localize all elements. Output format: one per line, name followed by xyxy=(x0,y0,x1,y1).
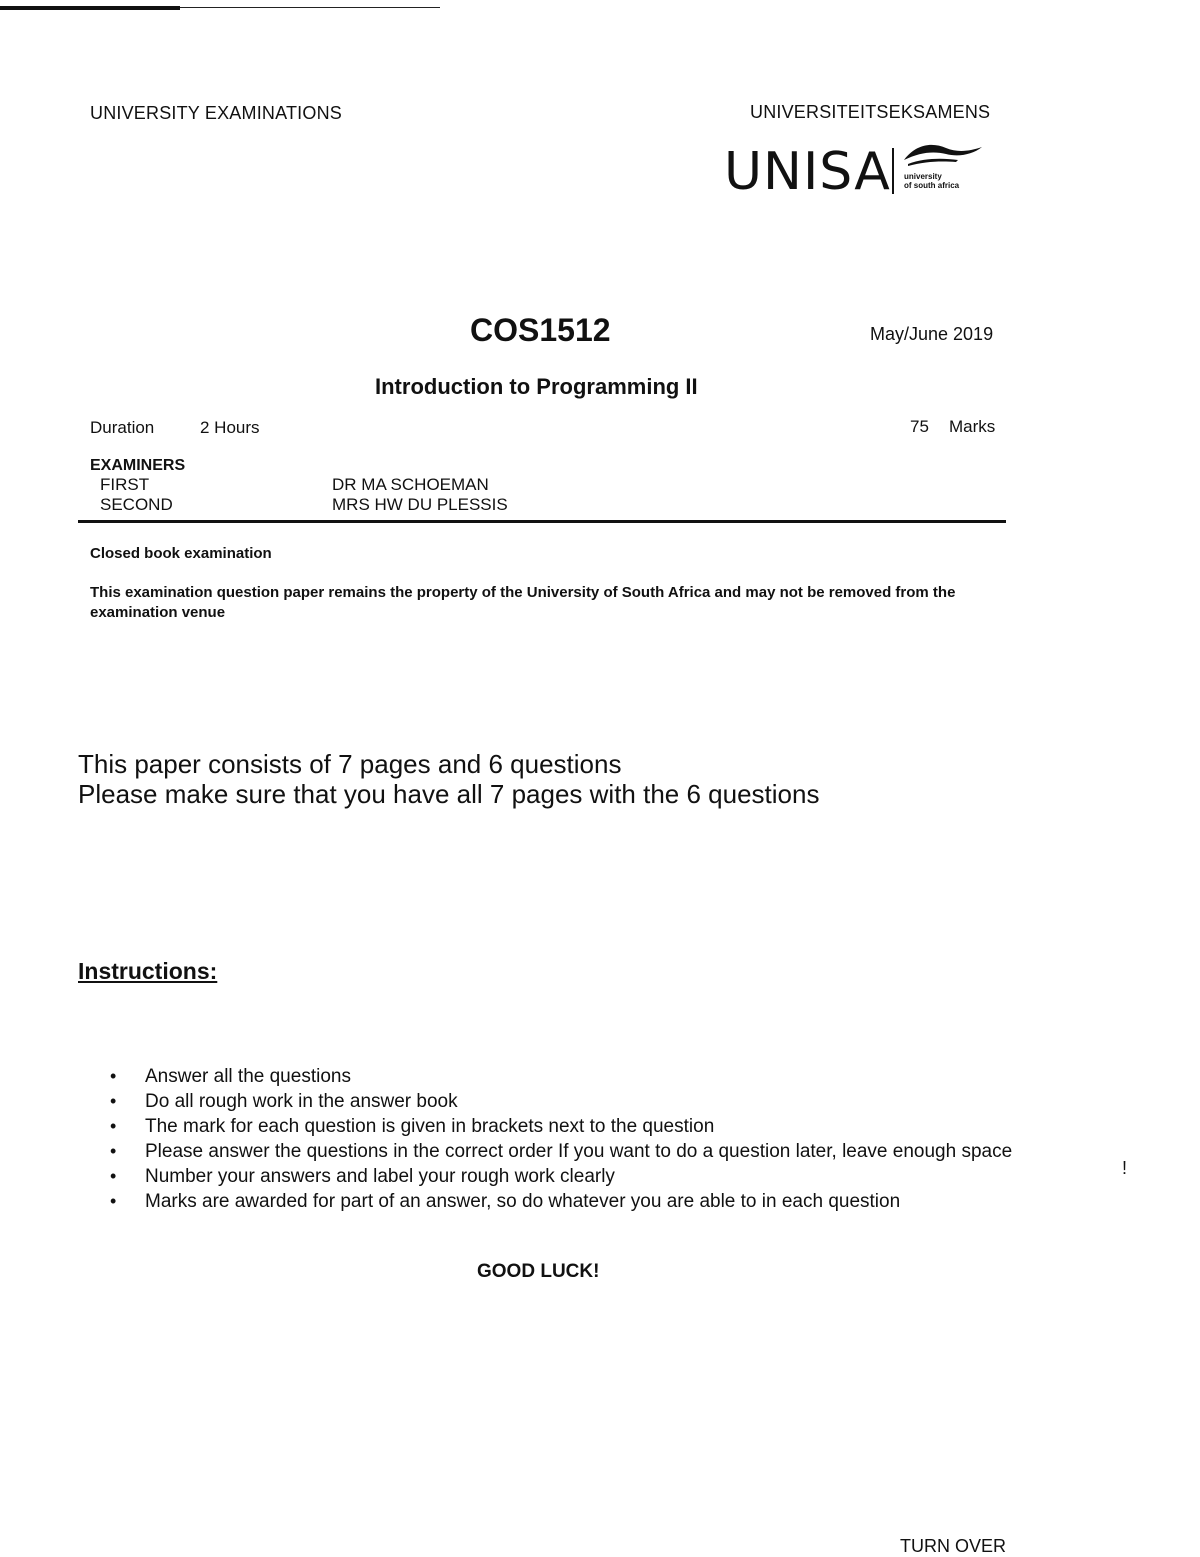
marks-value: 75 xyxy=(910,417,929,436)
duration-value: 2 Hours xyxy=(200,418,260,437)
examiner-second-label: SECOND xyxy=(100,495,173,514)
scan-artifact-line-thin xyxy=(180,7,440,8)
turn-over: TURN OVER xyxy=(900,1536,1007,1556)
list-item: • Do all rough work in the answer book xyxy=(110,1089,1030,1114)
course-code: COS1512 xyxy=(470,312,611,348)
examiner-first-label: FIRST xyxy=(100,475,150,494)
header-right: UNIVERSITEITSEKSAMENS xyxy=(750,102,991,122)
list-item: • Marks are awarded for part of an answer, so do whatever you are able to in each question xyxy=(110,1189,1030,1214)
paper-info-line2: Please make sure that you have all 7 pages with the 6 questions xyxy=(78,779,820,809)
logo-divider xyxy=(892,148,894,194)
duration-label: Duration xyxy=(90,418,155,437)
logo-small-line2: of south africa xyxy=(904,181,960,190)
property-notice: This examination question paper remains the property of the University of South Africa and may not be removed from the examination venue xyxy=(90,584,956,621)
instructions-title: Instructions: xyxy=(78,958,218,984)
paper-info-line1: This paper consists of 7 pages and 6 questions xyxy=(78,749,622,779)
header-left: UNIVERSITY EXAMINATIONS xyxy=(90,103,342,123)
logo-bird-icon xyxy=(902,140,984,168)
list-item: • Answer all the questions xyxy=(110,1064,1030,1089)
examiners-heading: EXAMINERS xyxy=(90,457,186,474)
logo-wordmark: UNISA xyxy=(724,142,891,202)
stray-mark: ! xyxy=(1122,1158,1128,1178)
closed-book-note: Closed book examination xyxy=(90,545,272,562)
list-item: • Number your answers and label your rough work clearly xyxy=(110,1164,1030,1189)
logo-small-line1: university xyxy=(904,172,942,181)
exam-date: May/June 2019 xyxy=(870,324,994,344)
header-divider xyxy=(78,520,1006,523)
marks-label: Marks xyxy=(949,417,996,436)
unisa-logo xyxy=(724,140,994,202)
list-item: • Please answer the questions in the correct order If you want to do a question later, leave enough space xyxy=(110,1139,1030,1164)
examiner-first-name: DR MA SCHOEMAN xyxy=(332,475,489,494)
scan-artifact-line xyxy=(0,6,180,10)
instructions-list xyxy=(110,1064,1030,1214)
examiner-second-name: MRS HW DU PLESSIS xyxy=(332,495,508,514)
list-item: • The mark for each question is given in brackets next to the question xyxy=(110,1114,1030,1139)
course-title: Introduction to Programming II xyxy=(375,374,698,399)
good-luck: GOOD LUCK! xyxy=(477,1261,600,1282)
